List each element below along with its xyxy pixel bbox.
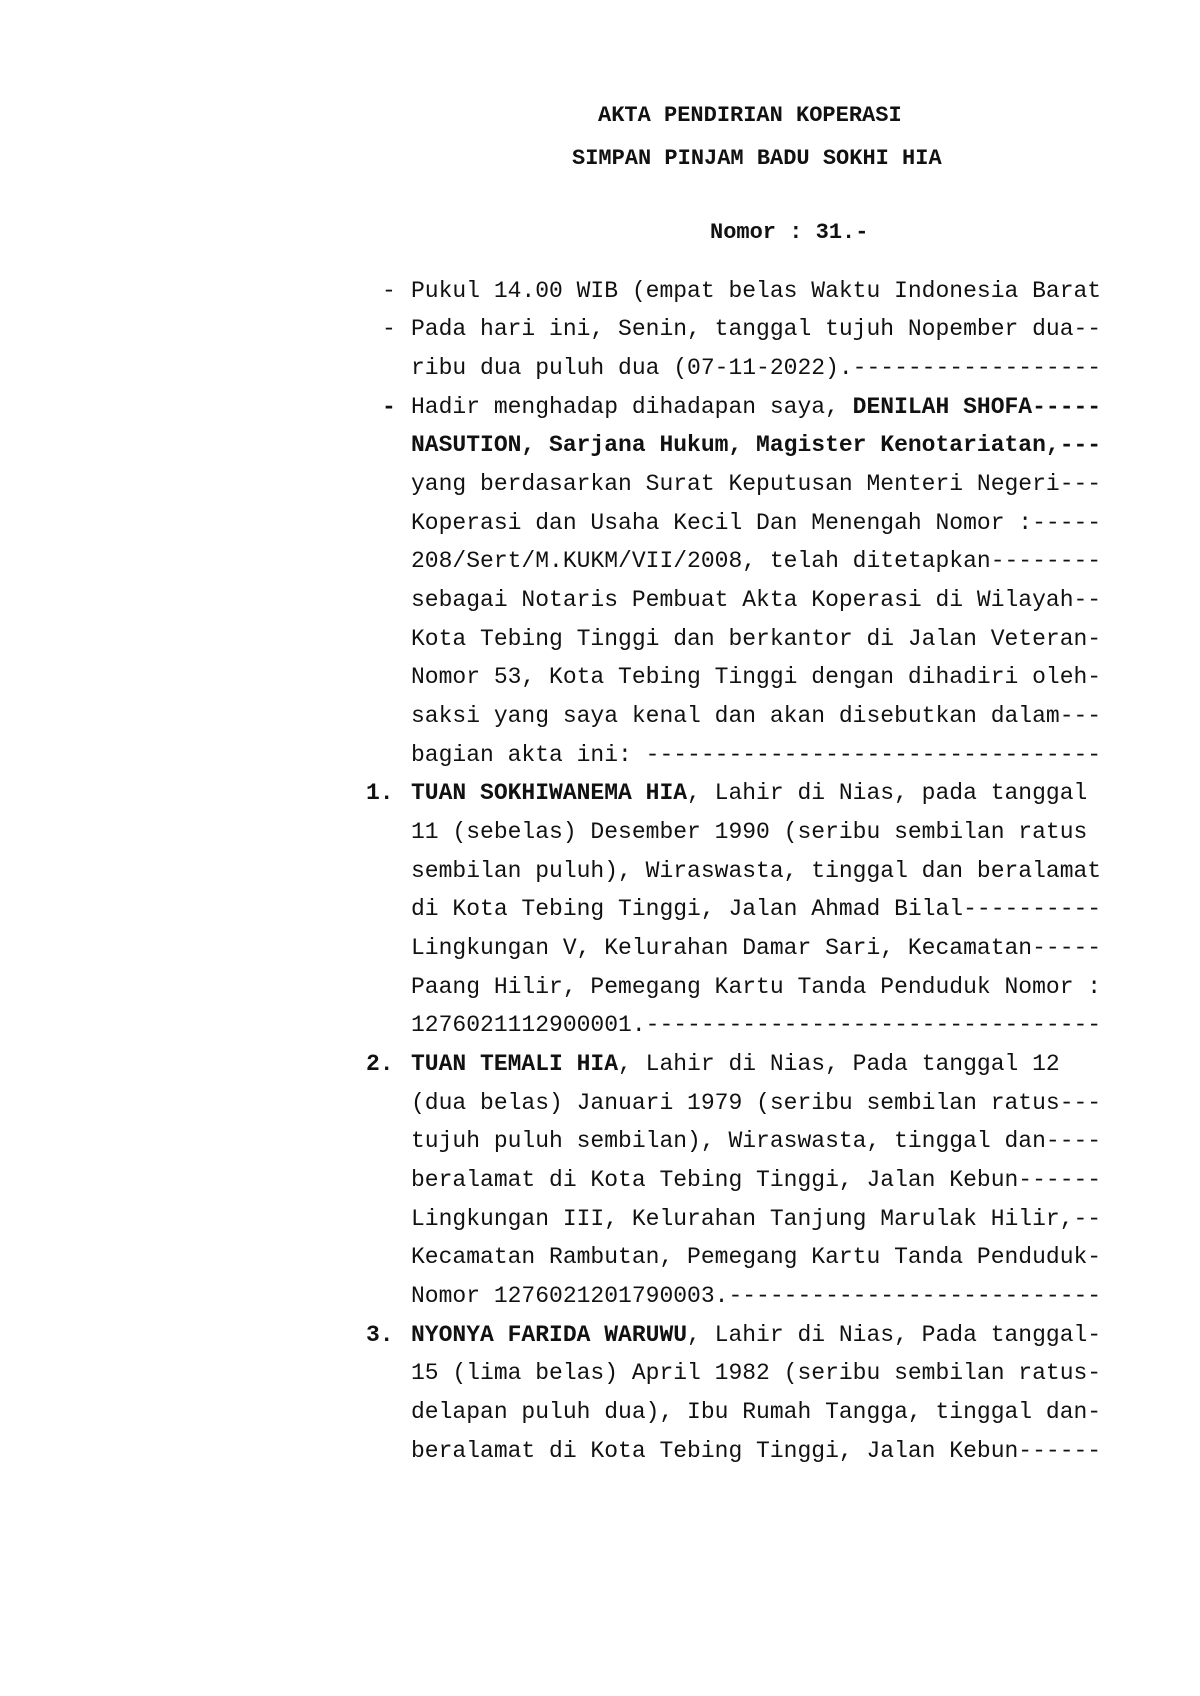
text-line: Lingkungan V, Kelurahan Damar Sari, Kecamatan----- <box>411 935 1102 961</box>
person-name: NYONYA FARIDA WARUWU <box>411 1322 688 1348</box>
text-line: 11 (sebelas) Desember 1990 (seribu sembilan ratus <box>411 819 1088 845</box>
text-line: Kota Tebing Tinggi dan berkantor di Jalan Veteran- <box>411 626 1102 652</box>
notary-title: NASUTION, Sarjana Hukum, Magister Kenotariatan,--- <box>411 432 1102 458</box>
text-plain: , Lahir di Nias, Pada tanggal- <box>687 1322 1102 1348</box>
notary-name: DENILAH SHOFA----- <box>852 394 1102 420</box>
text-line <box>411 1050 1060 1078</box>
document-subtitle: SIMPAN PINJAM BADU SOKHI HIA <box>572 146 942 171</box>
text-line: Nomor 53, Kota Tebing Tinggi dengan dihadiri oleh- <box>411 664 1102 690</box>
text-line: Paang Hilir, Pemegang Kartu Tanda Penduduk Nomor : <box>411 974 1102 1000</box>
text-line: Pada hari ini, Senin, tanggal tujuh Nopember dua-- <box>411 316 1102 342</box>
text-line: sebagai Notaris Pembuat Akta Koperasi di Wilayah-- <box>411 587 1102 613</box>
text-line <box>411 1321 1101 1349</box>
text-line: ribu dua puluh dua (07-11-2022).------------------ <box>411 355 1102 381</box>
text-line: di Kota Tebing Tinggi, Jalan Ahmad Bilal---------- <box>411 896 1102 922</box>
text-line: saksi yang saya kenal dan akan disebutkan dalam--- <box>411 703 1102 729</box>
text-plain: , Lahir di Nias, pada tanggal <box>687 780 1088 806</box>
person-name: TUAN TEMALI HIA <box>411 1051 619 1077</box>
text-line: 208/Sert/M.KUKM/VII/2008, telah ditetapkan-------- <box>411 548 1102 574</box>
text-line: beralamat di Kota Tebing Tinggi, Jalan Kebun------ <box>411 1167 1102 1193</box>
document-number: Nomor : 31.- <box>710 220 869 245</box>
text-line: delapan puluh dua), Ibu Rumah Tangga, tinggal dan- <box>411 1399 1102 1425</box>
bullet-dash: - <box>382 394 396 420</box>
person-name: TUAN SOKHIWANEMA HIA <box>411 780 688 806</box>
text-line: bagian akta ini: --------------------------------- <box>411 742 1102 768</box>
text-line: yang berdasarkan Surat Keputusan Menteri Negeri--- <box>411 471 1102 497</box>
text-line: tujuh puluh sembilan), Wiraswasta, tinggal dan---- <box>411 1128 1102 1154</box>
text-line <box>411 393 1101 421</box>
text-line: Kecamatan Rambutan, Pemegang Kartu Tanda Penduduk- <box>411 1244 1102 1270</box>
text-plain: Hadir menghadap dihadapan saya, <box>411 394 853 420</box>
list-number: 2. <box>366 1051 394 1077</box>
text-line: Lingkungan III, Kelurahan Tanjung Marulak Hilir,-- <box>411 1206 1102 1232</box>
text-plain: , Lahir di Nias, Pada tanggal 12 <box>618 1051 1060 1077</box>
bullet-dash: - <box>382 278 396 304</box>
document-title: AKTA PENDIRIAN KOPERASI <box>598 103 902 128</box>
list-number: 1. <box>366 780 394 806</box>
bullet-dash: - <box>382 316 396 342</box>
text-line: Koperasi dan Usaha Kecil Dan Menengah Nomor :----- <box>411 510 1102 536</box>
text-line: Pukul 14.00 WIB (empat belas Waktu Indonesia Barat <box>411 278 1102 304</box>
text-line <box>411 779 1087 807</box>
text-line: (dua belas) Januari 1979 (seribu sembilan ratus--- <box>411 1090 1102 1116</box>
text-line: Nomor 1276021201790003.--------------------------- <box>411 1283 1102 1309</box>
text-line: beralamat di Kota Tebing Tinggi, Jalan Kebun------ <box>411 1438 1102 1464</box>
text-line: 15 (lima belas) April 1982 (seribu sembilan ratus- <box>411 1360 1102 1386</box>
text-line: sembilan puluh), Wiraswasta, tinggal dan beralamat <box>411 858 1102 884</box>
text-line: 1276021112900001.--------------------------------- <box>411 1012 1102 1038</box>
list-number: 3. <box>366 1322 394 1348</box>
